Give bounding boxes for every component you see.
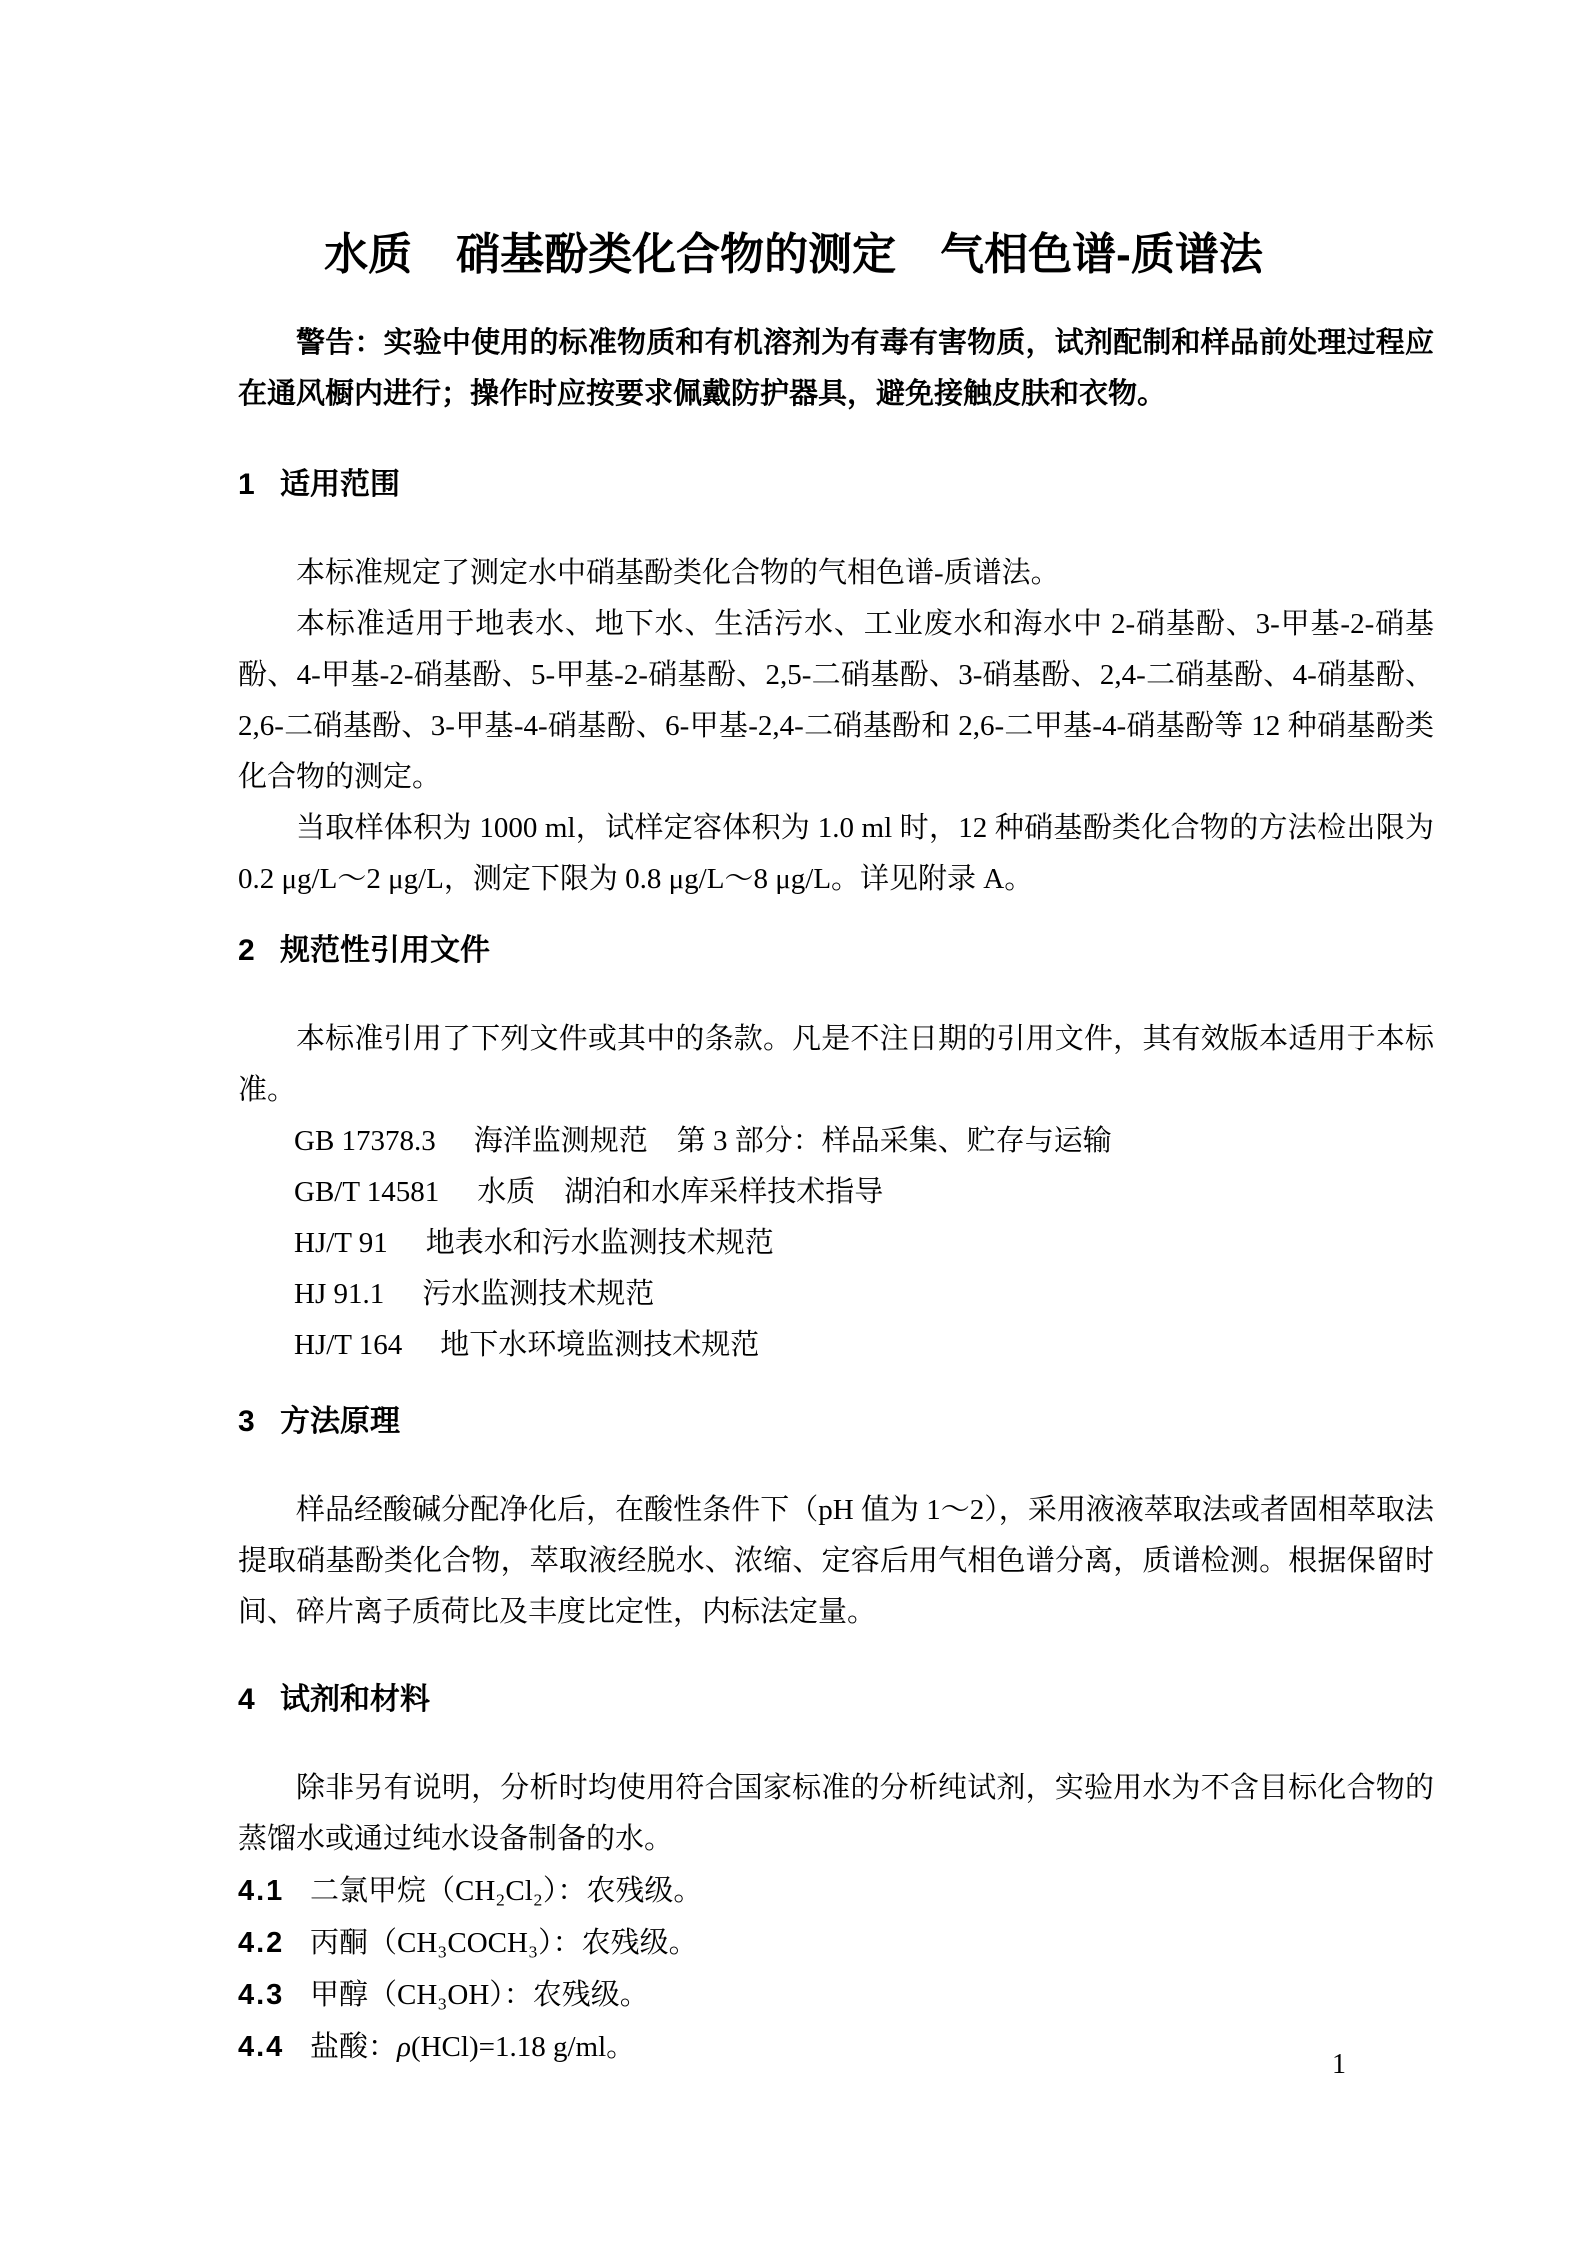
reagent-text: 盐酸： [310, 2031, 398, 2063]
reference-item [238, 1167, 1434, 1218]
reference-code: GB/T 14581 [294, 1176, 440, 1208]
reference-item [238, 1116, 1434, 1167]
body-paragraph: 样品经酸碱分配净化后，在酸性条件下（pH 值为 1～2），采用液液萃取法或者固相萃取法提取硝基酚类化合物，萃取液经脱水、浓缩、定容后用气相色谱分离，质谱检测。根据保留时间、碎片离子质荷比及丰度比定性，内标法定量。 [238, 1494, 1434, 1628]
body-paragraph: 本标准引用了下列文件或其中的条款。凡是不注日期的引用文件，其有效版本适用于本标准。 [238, 1023, 1434, 1106]
reagent-item [238, 1969, 1434, 2021]
page-body [238, 0, 1434, 2073]
section-heading-reagents-materials [238, 1674, 1434, 1725]
section-heading-normative-references [238, 925, 1434, 976]
section-heading-label: 方法原理 [280, 1405, 400, 1438]
reagent-list [238, 1865, 1434, 2073]
section-heading-label: 适用范围 [280, 468, 400, 501]
body-paragraph: 当取样体积为 1000 ml，试样定容体积为 1.0 ml 时，12 种硝基酚类化合物的方法检出限为 0.2 μg/L～2 μg/L，测定下限为 0.8 μg/L～8 μg/L。详见附录 A。 [238, 812, 1434, 895]
reference-code: HJ 91.1 [294, 1278, 385, 1310]
section-heading-label: 规范性引用文件 [280, 934, 490, 967]
reagent-item [238, 1917, 1434, 1969]
reference-item [238, 1320, 1434, 1371]
reference-item [238, 1269, 1434, 1320]
warning-paragraph: 警告：实验中使用的标准物质和有机溶剂为有毒有害物质，试剂配制和样品前处理过程应在通风橱内进行；操作时应按要求佩戴防护器具，避免接触皮肤和衣物。 [238, 327, 1434, 410]
body-paragraph: 除非另有说明，分析时均使用符合国家标准的分析纯试剂，实验用水为不含目标化合物的蒸馏水或通过纯水设备制备的水。 [238, 1772, 1434, 1855]
clause-number: 4.4 [238, 2031, 285, 2063]
density-symbol-rho: ρ [397, 2031, 411, 2063]
section-number: 2 [238, 934, 255, 967]
reference-title: 污水监测技术规范 [422, 1278, 655, 1310]
section-number: 4 [238, 1683, 255, 1716]
section-heading-label: 试剂和材料 [280, 1683, 430, 1716]
reference-title: 地下水环境监测技术规范 [440, 1329, 760, 1361]
page-number: 1 [1332, 2049, 1346, 2080]
clause-number: 4.3 [238, 1979, 285, 2011]
reference-code: HJ/T 91 [294, 1227, 388, 1259]
reference-code: GB 17378.3 [294, 1125, 436, 1157]
body-paragraph: 本标准规定了测定水中硝基酚类化合物的气相色谱-质谱法。 [296, 557, 1060, 589]
section-heading-method-principle [238, 1396, 1434, 1447]
reference-list [238, 1116, 1434, 1371]
reagent-text: 二氯甲烷（CH₂Cl₂）：农残级。 [310, 1875, 703, 1907]
section-number: 3 [238, 1405, 255, 1438]
reagent-item [238, 2021, 1434, 2073]
section-heading-scope [238, 459, 1434, 510]
reference-title: 水质 湖泊和水库采样技术指导 [477, 1176, 884, 1208]
reference-title: 地表水和污水监测技术规范 [425, 1227, 774, 1259]
reference-item [238, 1218, 1434, 1269]
reagent-item [238, 1865, 1434, 1917]
body-paragraph: 本标准适用于地表水、地下水、生活污水、工业废水和海水中 2-硝基酚、3-甲基-2-硝基酚、4-甲基-2-硝基酚、5-甲基-2-硝基酚、2,5-二硝基酚、3-硝基酚、2,4-二硝基酚、4-硝基酚、2,6-二硝基酚、3-甲基-4-硝基酚、6-甲基-2,4-二硝基酚和 2,6-二甲基-4-硝基酚等 12 种硝基酚类化合物的测定。 [238, 608, 1434, 793]
clause-number: 4.1 [238, 1875, 285, 1907]
reference-code: HJ/T 164 [294, 1329, 403, 1361]
reagent-text: 丙酮（CH₃COCH₃）：农残级。 [310, 1927, 698, 1959]
section-number: 1 [238, 468, 255, 501]
reagent-text: (HCl)=1.18 g/ml。 [410, 2031, 636, 2063]
document-title: 水质 硝基酚类化合物的测定 气相色谱-质谱法 [324, 230, 1263, 279]
reagent-text: 甲醇（CH₃OH）：农残级。 [310, 1979, 649, 2011]
clause-number: 4.2 [238, 1927, 285, 1959]
reference-title: 海洋监测规范 第 3 部分：样品采集、贮存与运输 [473, 1125, 1112, 1157]
